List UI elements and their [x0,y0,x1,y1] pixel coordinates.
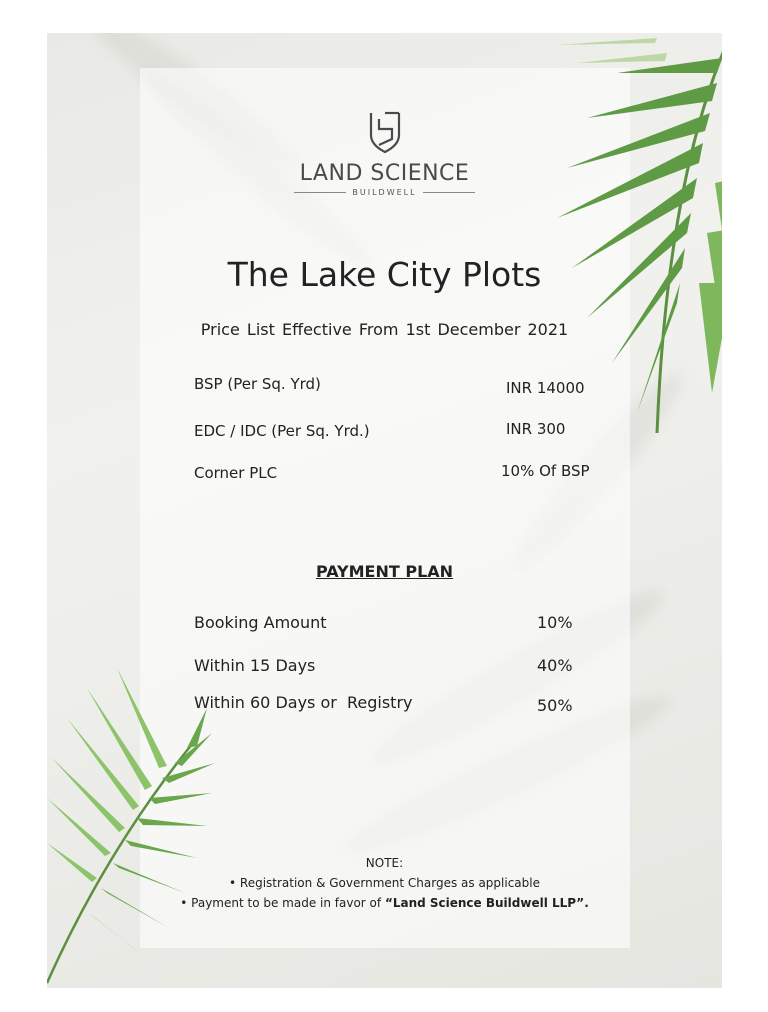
pricing-value-bsp: INR 14000 [506,379,585,397]
note-payment-prefix: • Payment to be made in favor of [180,896,385,910]
pricing-label-bsp: BSP (Per Sq. Yrd) [194,375,321,393]
brand-logo [47,109,722,197]
payment-label-15-days: Within 15 Days [194,656,316,675]
note-block [47,853,722,913]
pricing-value-corner-plc: 10% Of BSP [501,462,590,480]
note-payee-name: “Land Science Buildwell LLP”. [384,896,589,910]
payment-value-15-days: 40% [537,656,573,675]
note-line-payment [47,893,722,913]
brand-name: LAND SCIENCE [299,161,470,186]
note-heading: NOTE: [365,856,404,870]
pricing-value-edc-idc: INR 300 [506,420,566,438]
pricing-label-edc-idc: EDC / IDC (Per Sq. Yrd.) [194,422,370,440]
brand-subtitle: BUILDWELL [352,188,417,197]
payment-label-booking: Booking Amount [194,613,327,632]
page-title: The Lake City Plots [227,255,542,294]
pricing-label-corner-plc: Corner PLC [194,464,278,482]
land-science-logo-icon [365,109,405,155]
divider [294,192,346,193]
divider [423,192,475,193]
payment-label-60-days: Within 60 Days or Registry [194,693,413,712]
payment-plan-heading: PAYMENT PLAN [315,562,454,581]
note-line-registration: • Registration & Government Charges as applicable [229,876,540,890]
payment-value-60-days: 50% [537,696,573,715]
palm-leaf-bottom-left-icon [47,648,217,988]
price-list-sheet [47,33,722,988]
brand-subtitle-row [47,188,722,197]
price-list-effective-date: Price List Effective From 1st December 2021 [200,320,569,339]
payment-value-booking: 10% [537,613,573,632]
